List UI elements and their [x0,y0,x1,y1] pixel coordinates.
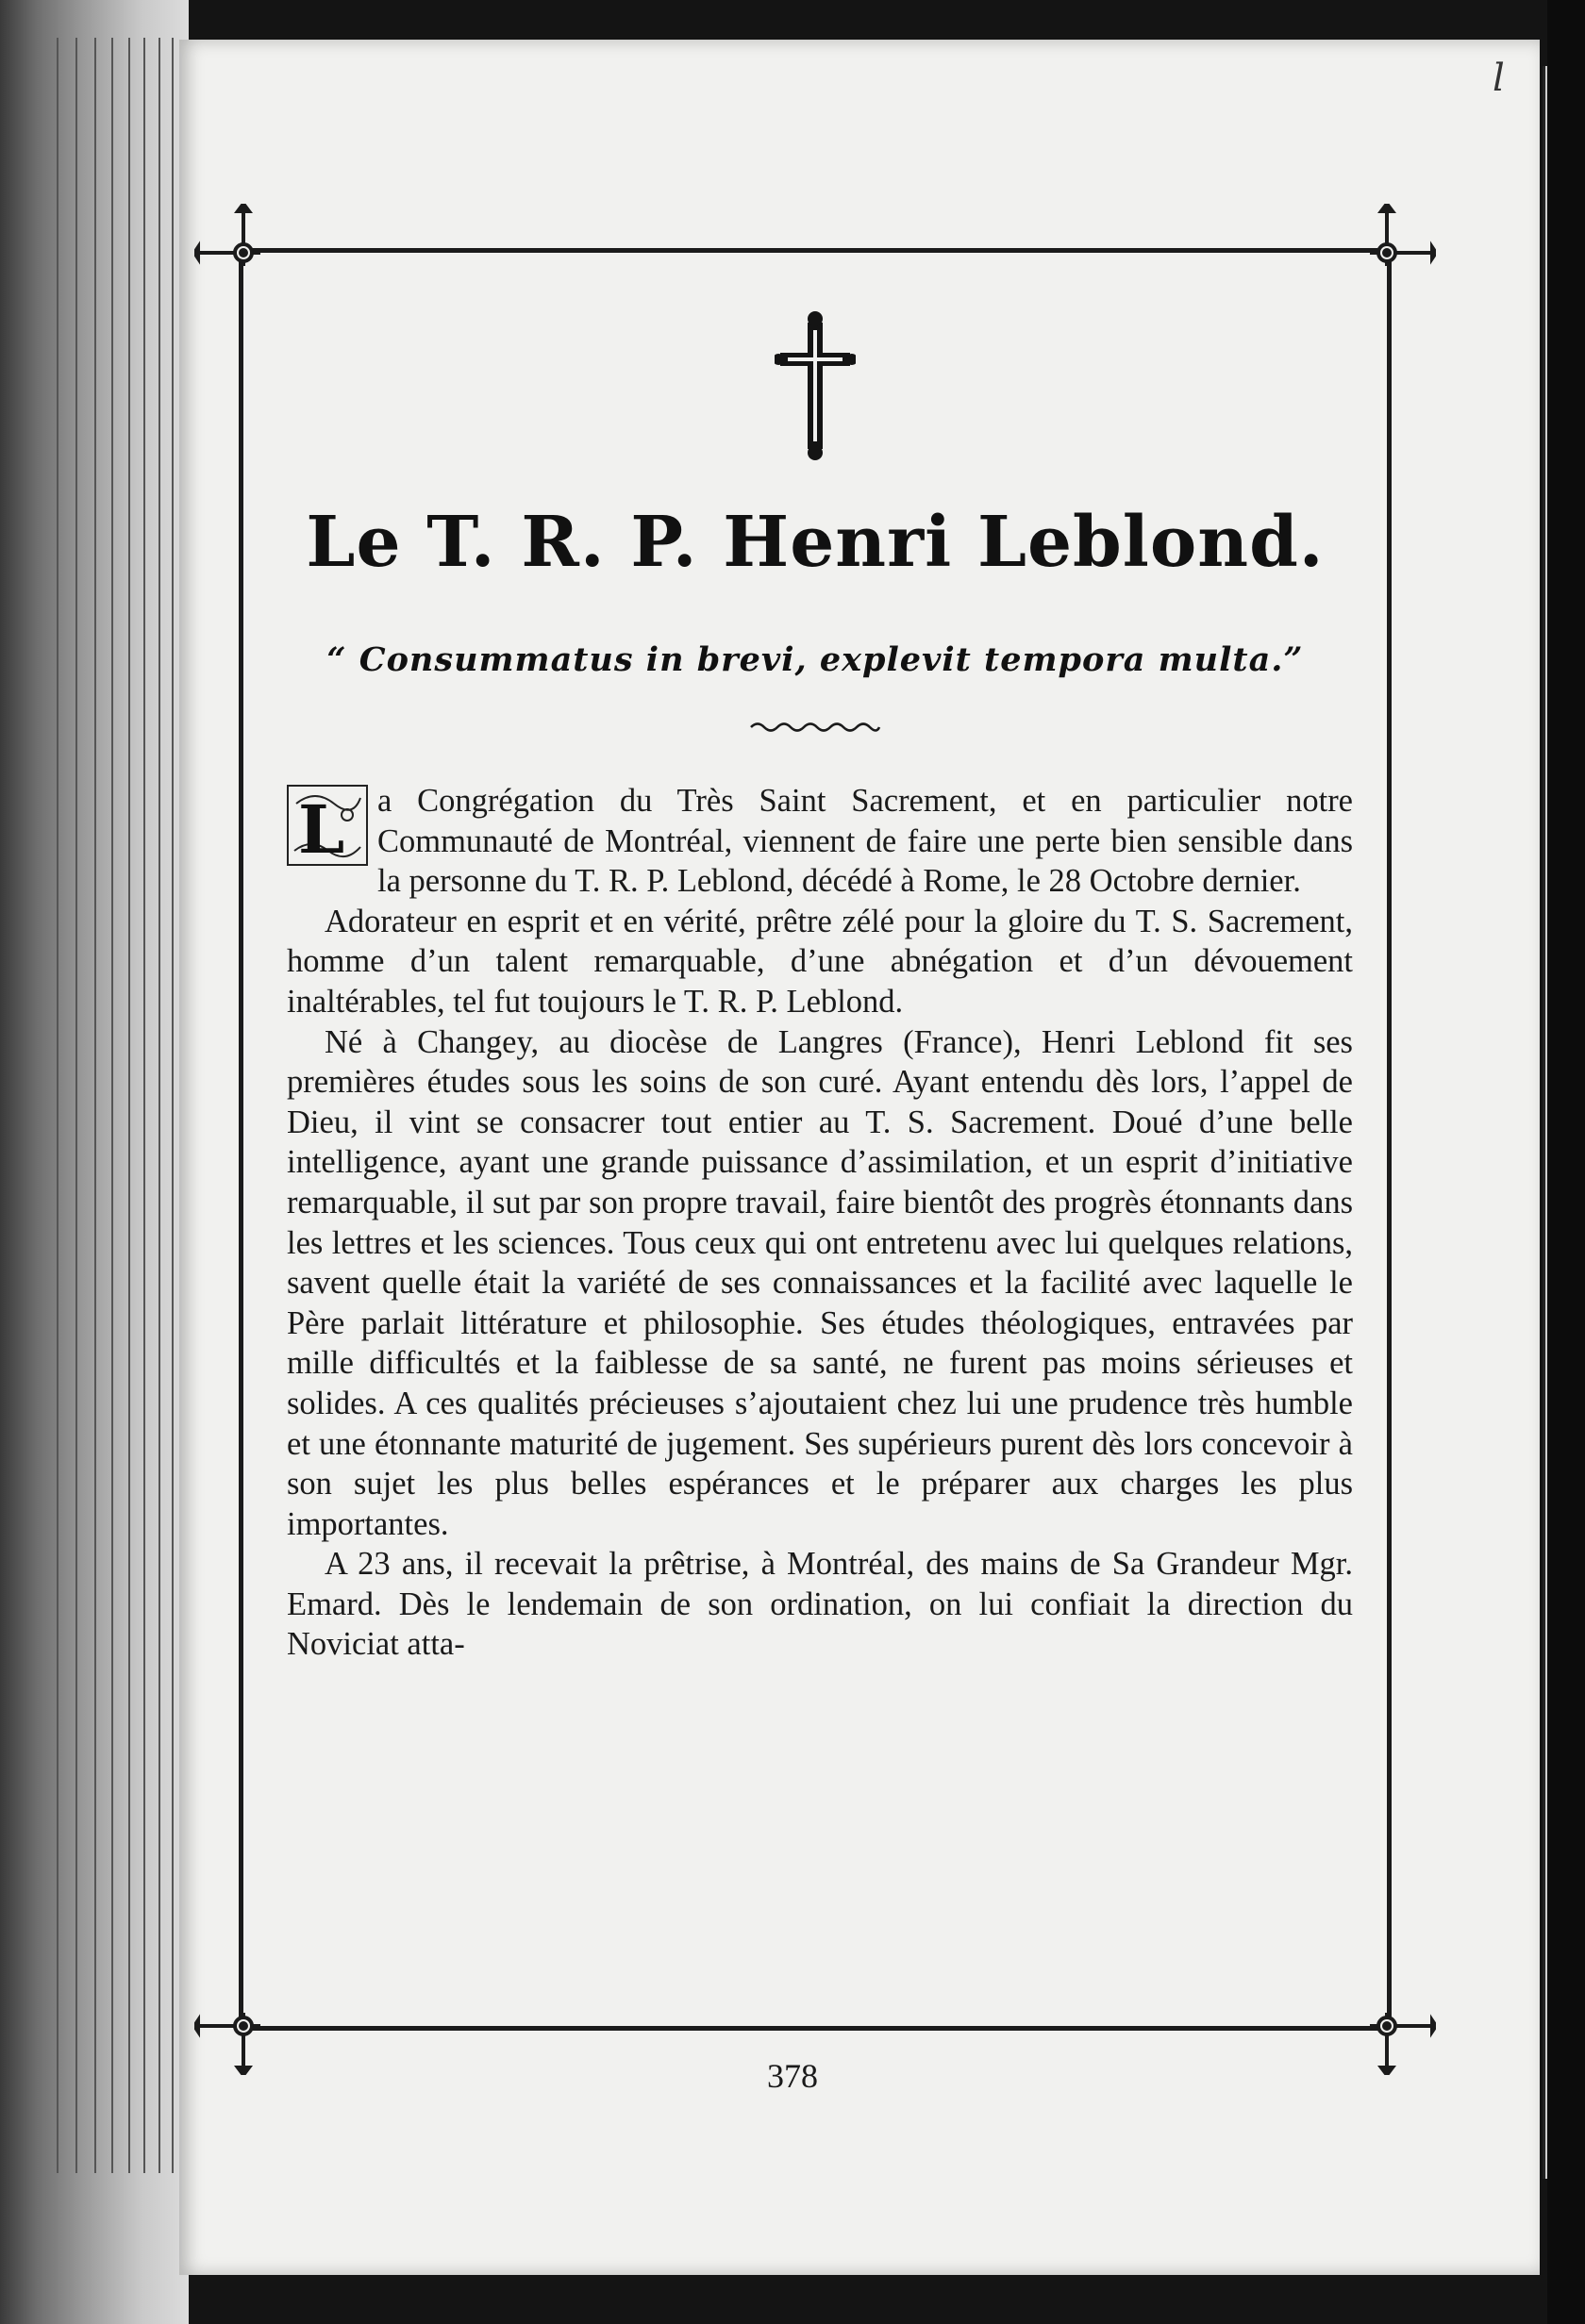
dark-background-edge [1547,0,1585,2324]
epigraph: “ Consummatus in brevi, explevit tempora multa.” [326,640,1304,679]
drop-cap-letter: L [298,790,345,866]
drop-cap [287,785,368,866]
page-leaf [57,38,58,2173]
paragraph: Adorateur en esprit et en vérité, prêtre zélé pour la gloire du T. S. Sacrement, homme d’un talent remarquable, d’une abnégation et d’un dévouement inaltérables, tel fut toujours le T. R. P. Leblond. [287,903,1353,1020]
page-title: Le T. R. P. Henri Leblond. [306,502,1325,583]
page-leaf [94,38,96,2173]
paragraph: A 23 ans, il recevait la prêtrise, à Montréal, des mains de Sa Grandeur Mgr. Emard. Dès le lendemain de son ordination, on lui confiait la direction du Noviciat atta- [287,1546,1353,1663]
squiggle-ornament [749,720,881,735]
memorial-frame [239,248,1392,2031]
paragraph-text: a Congrégation du Très Saint Sacrement, et en particulier notre Communauté de Montréal, viennent de faire une perte bien sensible dans la personne du T. R. P. Leblond, décédé à Rome, le 28 Octobre dernier. [377,783,1353,900]
page-leaf [158,38,160,2173]
page-leaf [143,38,145,2173]
fleuron-corner-icon [1370,204,1436,270]
book-page-edges [0,0,189,2324]
page-leaf [172,38,174,2173]
latin-cross-icon [775,311,856,460]
fleuron-corner-icon [194,204,260,270]
page-leaf [75,38,77,2173]
paragraph [287,781,1353,902]
margin-mark: l [1493,57,1505,100]
page-leaf [128,38,130,2173]
drop-cap-ornament-icon [287,785,368,866]
paragraph: Né à Changey, au diocèse de Langres (France), Henri Leblond fit ses premières études sous les soins de son curé. Ayant entendu dès lors, l’appel de Dieu, il vint se consacrer tout entier au T. S. Sacrement. Doué d’une belle intelligence, ayant une grande puissance d’assimilation, et un esprit d’initiative remarquable, il sut par son propre travail, faire bientôt des progrès étonnants dans les lettres et les sciences. Tous ceux qui ont entretenu avec lui quelques relations, savent quelle était la variété de ses connaissances et la facilité avec laquelle le Père parlait littérature et philosophie. Ses études théologiques, entravées par mille difficultés et la faiblesse de sa santé, ne furent pas moins sérieuses et solides. A ces qualités précieuses s’ajoutaient chez lui une prudence très humble et une étonnante maturité de jugement. Ses supérieurs purent dès lors concevoir à son sujet les plus belles espérances et le préparer aux charges les plus importantes. [287,1023,1353,1542]
page-number: 378 [767,2057,818,2095]
page-leaf [111,38,113,2173]
article-body [287,781,1353,1665]
